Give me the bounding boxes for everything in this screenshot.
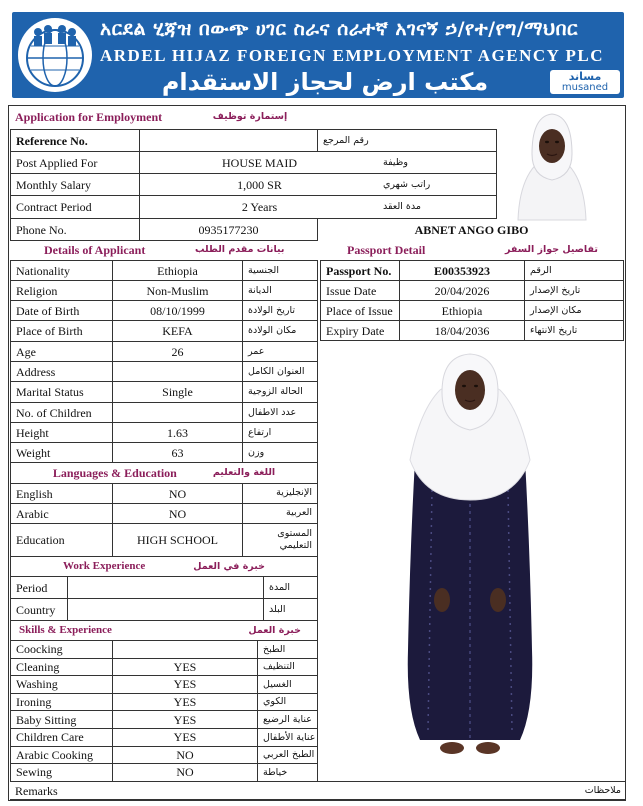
applicant-row-value <box>112 402 243 423</box>
applicant-full-photo <box>380 350 560 762</box>
applicant-section-title: Details of Applicant <box>44 243 146 257</box>
language-row-value: NO <box>112 483 243 504</box>
skill-row-value: YES <box>112 728 258 747</box>
applicant-name: ABNET ANGO GIBO <box>414 222 529 237</box>
salary-label: Monthly Salary <box>10 173 140 196</box>
work-section-title: Work Experience <box>63 560 146 572</box>
applicant-row-arabic: الحالة الزوجية <box>242 381 318 403</box>
skill-row-value: YES <box>112 658 258 677</box>
musaned-logo <box>550 70 620 94</box>
applicant-row-label: Marital Status <box>10 381 113 403</box>
applicant-row-label: Weight <box>10 442 113 463</box>
skills-section-title: Skills & Experience <box>19 624 112 636</box>
musaned-arabic: مساند <box>568 70 602 83</box>
musaned-english: musaned <box>561 82 609 93</box>
applicant-row-label: No. of Children <box>10 402 113 423</box>
passport-row-label: Passport No. <box>320 260 400 281</box>
language-row-value: HIGH SCHOOL <box>112 523 243 557</box>
skill-row-arabic: التنظيف <box>257 658 318 677</box>
language-row-value: NO <box>112 503 243 524</box>
applicant-row-value: 08/10/1999 <box>112 300 243 321</box>
skill-row-label: Baby Sitting <box>10 710 113 729</box>
applicant-section-title-arabic: بيانات مقدم الطلب <box>195 244 285 256</box>
applicant-portrait <box>498 106 606 220</box>
passport-row-label: Issue Date <box>320 280 400 301</box>
applicant-row-value: Single <box>112 381 243 403</box>
post-value: HOUSE MAID <box>139 151 379 174</box>
skills-section <box>10 620 318 641</box>
remarks-arabic: ملاحظات <box>584 784 621 796</box>
language-row-label: Arabic <box>10 503 113 524</box>
reference-value <box>139 129 318 152</box>
languages-section <box>10 462 318 484</box>
agency-name-amharic: አርደል ሂጃዝ በውጭ ሀገር ስራና ሰራተኛ አገናኝ ኃ/የተ/የግ/ማህበር <box>100 18 579 40</box>
phone-label: Phone No. <box>10 218 140 241</box>
salary-arabic: راتب شهري <box>378 173 497 196</box>
skill-row-value: YES <box>112 675 258 694</box>
skill-row-arabic: الكوي <box>257 693 318 712</box>
applicant-row-value <box>112 361 243 382</box>
applicant-row-value: Ethiopia <box>112 260 243 281</box>
passport-section-title-arabic: تفاصيل جواز السفر <box>505 244 598 256</box>
applicant-row-arabic: تاريخ الولادة <box>242 300 318 321</box>
applicant-row-label: Address <box>10 361 113 382</box>
skill-row-arabic: عناية الرضيع <box>257 710 318 729</box>
agency-banner <box>12 12 624 98</box>
applicant-row-arabic: مكان الولادة <box>242 320 318 342</box>
agency-logo <box>18 18 92 92</box>
work-row-arabic: المدة <box>263 576 318 599</box>
applicant-row-label: Place of Birth <box>10 320 113 342</box>
passport-row-value: E00353923 <box>399 260 525 281</box>
skill-row-value: YES <box>112 710 258 729</box>
applicant-row-arabic: عدد الاطفال <box>242 402 318 423</box>
contract-label: Contract Period <box>10 195 140 219</box>
applicant-row-value: Non-Muslim <box>112 280 243 301</box>
salary-value: 1,000 SR <box>139 173 379 196</box>
remarks-row <box>10 781 626 800</box>
agency-name-arabic: مكتب ارض لحجاز الاستقدام <box>161 68 489 96</box>
work-row-value <box>67 598 264 621</box>
applicant-row-value: 1.63 <box>112 422 243 443</box>
reference-arabic: رقم المرجع <box>317 129 497 152</box>
applicant-row-arabic: ارتفاع <box>242 422 318 443</box>
applicant-row-arabic: العنوان الكامل <box>242 361 318 382</box>
passport-row-value: 20/04/2026 <box>399 280 525 301</box>
applicant-row-label: Nationality <box>10 260 113 281</box>
skill-row-arabic: خياطة <box>257 763 318 782</box>
applicant-row-arabic: الجنسية <box>242 260 318 281</box>
languages-section-title-arabic: اللغة والتعليم <box>212 467 276 479</box>
skills-section-title-arabic: خبرة العمل <box>248 624 301 636</box>
language-row-arabic: الإنجليزية <box>242 483 318 504</box>
skill-row-value: NO <box>112 763 258 782</box>
applicant-row-label: Height <box>10 422 113 443</box>
skill-row-label: Sewing <box>10 763 113 782</box>
contract-arabic: مدة العقد <box>378 195 497 219</box>
skill-row-label: Arabic Cooking <box>10 746 113 765</box>
skill-row-arabic: عناية الأطفال <box>257 728 318 747</box>
post-label: Post Applied For <box>10 151 140 174</box>
work-row-label: Country <box>10 598 68 621</box>
form-title: Application for Employment <box>15 110 163 124</box>
languages-section-title: Languages & Education <box>52 466 177 480</box>
language-row-label: Education <box>10 523 113 557</box>
skill-row-label: Children Care <box>10 728 113 747</box>
work-section-title-arabic: خبرة في العمل <box>193 560 265 572</box>
applicant-row-label: Religion <box>10 280 113 301</box>
skill-row-label: Washing <box>10 675 113 694</box>
passport-section-title: Passport Detail <box>347 243 426 257</box>
skill-row-value: NO <box>112 746 258 765</box>
skill-row-arabic: الغسيل <box>257 675 318 694</box>
work-row-value <box>67 576 264 599</box>
applicant-row-arabic: وزن <box>242 442 318 463</box>
skill-row-label: Coocking <box>10 640 113 659</box>
applicant-row-label: Age <box>10 341 113 362</box>
skill-row-value <box>112 640 258 659</box>
language-row-arabic: المستوى التعليمي <box>242 523 318 557</box>
skill-row-arabic: الطبخ العربي <box>257 746 318 765</box>
passport-row-label: Place of Issue <box>320 300 400 321</box>
work-row-arabic: البلد <box>263 598 318 621</box>
passport-row-arabic: مكان الإصدار <box>524 300 624 321</box>
passport-row-arabic: الرقم <box>524 260 624 281</box>
applicant-row-value: 63 <box>112 442 243 463</box>
skill-row-value: YES <box>112 693 258 712</box>
contract-value: 2 Years <box>139 195 379 219</box>
form-title-arabic: إستمارة توظيف <box>212 111 288 123</box>
passport-row-value: 18/04/2036 <box>399 320 525 341</box>
work-section <box>10 556 318 577</box>
language-row-arabic: العربية <box>242 503 318 524</box>
language-row-label: English <box>10 483 113 504</box>
remarks-label: Remarks <box>15 783 58 798</box>
applicant-row-value: KEFA <box>112 320 243 342</box>
work-row-label: Period <box>10 576 68 599</box>
skill-row-label: Ironing <box>10 693 113 712</box>
post-arabic: وظيفة <box>378 151 497 174</box>
skill-row-label: Cleaning <box>10 658 113 677</box>
reference-label: Reference No. <box>10 129 140 152</box>
passport-row-arabic: تاريخ الانتهاء <box>524 320 624 341</box>
applicant-row-arabic: عمر <box>242 341 318 362</box>
applicant-row-value: 26 <box>112 341 243 362</box>
passport-row-label: Expiry Date <box>320 320 400 341</box>
passport-row-value: Ethiopia <box>399 300 525 321</box>
phone-value: 0935177230 <box>139 218 318 241</box>
passport-row-arabic: تاريخ الإصدار <box>524 280 624 301</box>
agency-name-english: ARDEL HIJAZ FOREIGN EMPLOYMENT AGENCY PLC <box>100 46 605 65</box>
skill-row-arabic: الطبخ <box>257 640 318 659</box>
applicant-row-arabic: الديانة <box>242 280 318 301</box>
applicant-row-label: Date of Birth <box>10 300 113 321</box>
